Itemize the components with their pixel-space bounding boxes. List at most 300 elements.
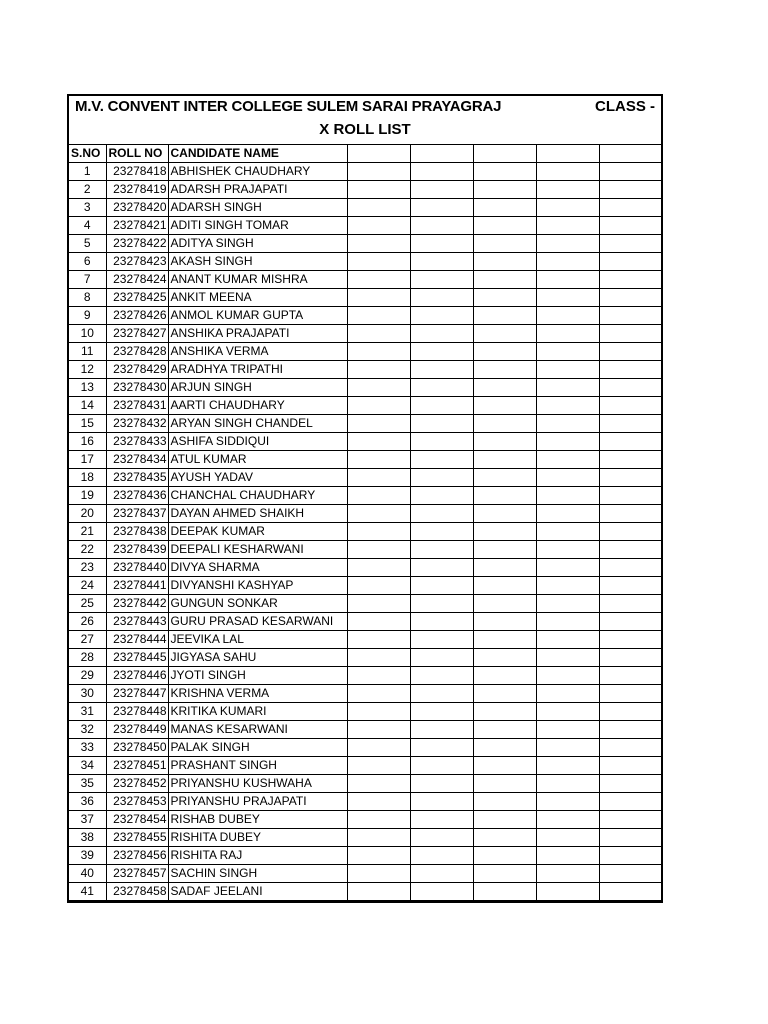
- blank-cell: [473, 253, 536, 271]
- roll-no-cell: 23278452: [106, 775, 168, 793]
- blank-cell: [473, 595, 536, 613]
- candidate-name-cell: AKASH SINGH: [168, 253, 347, 271]
- blank-cell: [347, 523, 410, 541]
- table-row: [69, 829, 661, 847]
- column-header-blank: [473, 145, 536, 163]
- table-row: [69, 199, 661, 217]
- blank-cell: [599, 253, 661, 271]
- blank-cell: [599, 451, 661, 469]
- blank-cell: [536, 217, 599, 235]
- column-header-roll-no: ROLL NO: [106, 145, 168, 163]
- blank-cell: [599, 883, 661, 901]
- blank-cell: [599, 325, 661, 343]
- blank-cell: [473, 487, 536, 505]
- blank-cell: [410, 613, 473, 631]
- sno-cell: 21: [69, 523, 106, 541]
- blank-cell: [347, 271, 410, 289]
- table-row: [69, 433, 661, 451]
- table-row: [69, 703, 661, 721]
- sno-cell: 32: [69, 721, 106, 739]
- blank-cell: [473, 739, 536, 757]
- blank-cell: [410, 829, 473, 847]
- blank-cell: [410, 397, 473, 415]
- blank-cell: [536, 289, 599, 307]
- roll-no-cell: 23278425: [106, 289, 168, 307]
- blank-cell: [536, 505, 599, 523]
- sno-cell: 37: [69, 811, 106, 829]
- blank-cell: [473, 361, 536, 379]
- candidate-name-cell: ARYAN SINGH CHANDEL: [168, 415, 347, 433]
- candidate-name-cell: MANAS KESARWANI: [168, 721, 347, 739]
- blank-cell: [473, 451, 536, 469]
- blank-cell: [410, 685, 473, 703]
- blank-cell: [599, 397, 661, 415]
- candidate-name-cell: ARADHYA TRIPATHI: [168, 361, 347, 379]
- blank-cell: [473, 703, 536, 721]
- blank-cell: [473, 163, 536, 181]
- roll-no-cell: 23278440: [106, 559, 168, 577]
- blank-cell: [410, 325, 473, 343]
- blank-cell: [410, 505, 473, 523]
- blank-cell: [347, 415, 410, 433]
- roll-no-cell: 23278439: [106, 541, 168, 559]
- candidate-name-cell: ANSHIKA VERMA: [168, 343, 347, 361]
- blank-cell: [536, 757, 599, 775]
- blank-cell: [347, 451, 410, 469]
- candidate-name-cell: KRITIKA KUMARI: [168, 703, 347, 721]
- blank-cell: [473, 271, 536, 289]
- table-row: [69, 181, 661, 199]
- blank-cell: [536, 307, 599, 325]
- blank-cell: [347, 577, 410, 595]
- blank-cell: [599, 649, 661, 667]
- candidate-name-cell: ADITI SINGH TOMAR: [168, 217, 347, 235]
- blank-cell: [536, 721, 599, 739]
- candidate-name-cell: RISHITA RAJ: [168, 847, 347, 865]
- blank-cell: [473, 793, 536, 811]
- blank-cell: [536, 631, 599, 649]
- sno-cell: 8: [69, 289, 106, 307]
- table-row: [69, 487, 661, 505]
- blank-cell: [473, 685, 536, 703]
- blank-cell: [347, 253, 410, 271]
- table-row: [69, 253, 661, 271]
- table-row: [69, 325, 661, 343]
- candidate-name-cell: DIVYANSHI KASHYAP: [168, 577, 347, 595]
- blank-cell: [599, 865, 661, 883]
- blank-cell: [599, 289, 661, 307]
- blank-cell: [536, 829, 599, 847]
- candidate-name-cell: SADAF JEELANI: [168, 883, 347, 901]
- table-row: [69, 523, 661, 541]
- blank-cell: [410, 343, 473, 361]
- blank-cell: [473, 523, 536, 541]
- candidate-name-cell: ANKIT MEENA: [168, 289, 347, 307]
- sno-cell: 9: [69, 307, 106, 325]
- blank-cell: [410, 667, 473, 685]
- blank-cell: [347, 469, 410, 487]
- table-row: [69, 415, 661, 433]
- candidate-name-cell: ANMOL KUMAR GUPTA: [168, 307, 347, 325]
- blank-cell: [599, 523, 661, 541]
- blank-cell: [410, 415, 473, 433]
- blank-cell: [473, 469, 536, 487]
- candidate-name-cell: AYUSH YADAV: [168, 469, 347, 487]
- blank-cell: [473, 505, 536, 523]
- blank-cell: [410, 559, 473, 577]
- candidate-name-cell: ASHIFA SIDDIQUI: [168, 433, 347, 451]
- blank-cell: [347, 433, 410, 451]
- candidate-name-cell: AARTI CHAUDHARY: [168, 397, 347, 415]
- table-row: [69, 865, 661, 883]
- blank-cell: [536, 685, 599, 703]
- table-row: [69, 469, 661, 487]
- column-header-blank: [347, 145, 410, 163]
- column-header-sno: S.NO: [69, 145, 106, 163]
- candidate-name-cell: ANSHIKA PRAJAPATI: [168, 325, 347, 343]
- table-row: [69, 613, 661, 631]
- blank-cell: [347, 685, 410, 703]
- blank-cell: [410, 307, 473, 325]
- candidate-name-cell: ANANT KUMAR MISHRA: [168, 271, 347, 289]
- blank-cell: [347, 793, 410, 811]
- blank-cell: [536, 199, 599, 217]
- blank-cell: [599, 559, 661, 577]
- blank-cell: [410, 649, 473, 667]
- blank-cell: [536, 235, 599, 253]
- blank-cell: [410, 379, 473, 397]
- blank-cell: [347, 307, 410, 325]
- blank-cell: [473, 883, 536, 901]
- table-row: [69, 217, 661, 235]
- table-row: [69, 379, 661, 397]
- roll-no-cell: 23278448: [106, 703, 168, 721]
- column-header-blank: [410, 145, 473, 163]
- college-title: M.V. CONVENT INTER COLLEGE SULEM SARAI PRAYAGRAJ: [75, 98, 502, 115]
- blank-cell: [410, 361, 473, 379]
- blank-cell: [473, 181, 536, 199]
- candidate-name-cell: SACHIN SINGH: [168, 865, 347, 883]
- blank-cell: [347, 721, 410, 739]
- blank-cell: [473, 541, 536, 559]
- blank-cell: [347, 883, 410, 901]
- blank-cell: [536, 181, 599, 199]
- table-row: [69, 649, 661, 667]
- sno-cell: 6: [69, 253, 106, 271]
- blank-cell: [347, 181, 410, 199]
- roll-no-cell: 23278424: [106, 271, 168, 289]
- table-row: [69, 361, 661, 379]
- roll-list-sheet: [67, 94, 663, 903]
- blank-cell: [410, 775, 473, 793]
- blank-cell: [410, 199, 473, 217]
- blank-cell: [599, 415, 661, 433]
- blank-cell: [410, 253, 473, 271]
- blank-cell: [536, 847, 599, 865]
- candidate-name-cell: ADARSH PRAJAPATI: [168, 181, 347, 199]
- roll-no-cell: 23278450: [106, 739, 168, 757]
- sno-cell: 15: [69, 415, 106, 433]
- blank-cell: [347, 649, 410, 667]
- sno-cell: 14: [69, 397, 106, 415]
- blank-cell: [410, 703, 473, 721]
- blank-cell: [536, 649, 599, 667]
- blank-cell: [599, 793, 661, 811]
- blank-cell: [599, 343, 661, 361]
- candidate-name-cell: DEEPAK KUMAR: [168, 523, 347, 541]
- sno-cell: 11: [69, 343, 106, 361]
- blank-cell: [536, 523, 599, 541]
- blank-cell: [410, 811, 473, 829]
- blank-cell: [410, 271, 473, 289]
- candidate-name-cell: JIGYASA SAHU: [168, 649, 347, 667]
- blank-cell: [599, 217, 661, 235]
- blank-cell: [473, 433, 536, 451]
- blank-cell: [473, 829, 536, 847]
- candidate-name-cell: JYOTI SINGH: [168, 667, 347, 685]
- blank-cell: [410, 721, 473, 739]
- blank-cell: [347, 613, 410, 631]
- blank-cell: [347, 847, 410, 865]
- candidate-name-cell: PALAK SINGH: [168, 739, 347, 757]
- table-row: [69, 289, 661, 307]
- blank-cell: [599, 775, 661, 793]
- table-row: [69, 577, 661, 595]
- blank-cell: [599, 271, 661, 289]
- blank-cell: [473, 757, 536, 775]
- blank-cell: [410, 289, 473, 307]
- blank-cell: [599, 739, 661, 757]
- table-row: [69, 757, 661, 775]
- blank-cell: [599, 667, 661, 685]
- sno-cell: 30: [69, 685, 106, 703]
- blank-cell: [536, 739, 599, 757]
- blank-cell: [347, 667, 410, 685]
- sno-cell: 34: [69, 757, 106, 775]
- blank-cell: [536, 883, 599, 901]
- blank-cell: [410, 523, 473, 541]
- blank-cell: [536, 379, 599, 397]
- blank-cell: [410, 757, 473, 775]
- roll-no-cell: 23278418: [106, 163, 168, 181]
- blank-cell: [473, 667, 536, 685]
- blank-cell: [347, 595, 410, 613]
- sno-cell: 3: [69, 199, 106, 217]
- roll-no-cell: 23278447: [106, 685, 168, 703]
- sno-cell: 33: [69, 739, 106, 757]
- blank-cell: [536, 793, 599, 811]
- sno-cell: 29: [69, 667, 106, 685]
- roll-no-cell: 23278433: [106, 433, 168, 451]
- blank-cell: [536, 397, 599, 415]
- blank-cell: [410, 433, 473, 451]
- blank-cell: [473, 415, 536, 433]
- roll-no-cell: 23278421: [106, 217, 168, 235]
- blank-cell: [599, 487, 661, 505]
- blank-cell: [473, 235, 536, 253]
- blank-cell: [599, 379, 661, 397]
- table-row: [69, 631, 661, 649]
- roll-no-cell: 23278457: [106, 865, 168, 883]
- blank-cell: [536, 253, 599, 271]
- sno-cell: 16: [69, 433, 106, 451]
- blank-cell: [473, 811, 536, 829]
- blank-cell: [410, 595, 473, 613]
- sno-cell: 41: [69, 883, 106, 901]
- blank-cell: [410, 577, 473, 595]
- blank-cell: [536, 595, 599, 613]
- blank-cell: [473, 649, 536, 667]
- roll-no-cell: 23278437: [106, 505, 168, 523]
- candidate-name-cell: GURU PRASAD KESARWANI: [168, 613, 347, 631]
- blank-cell: [599, 847, 661, 865]
- blank-cell: [599, 469, 661, 487]
- sno-cell: 27: [69, 631, 106, 649]
- table-row: [69, 451, 661, 469]
- blank-cell: [599, 703, 661, 721]
- table-row: [69, 271, 661, 289]
- blank-cell: [599, 685, 661, 703]
- roll-no-cell: 23278435: [106, 469, 168, 487]
- table-row: [69, 883, 661, 901]
- table-row: [69, 847, 661, 865]
- blank-cell: [536, 667, 599, 685]
- blank-cell: [410, 865, 473, 883]
- blank-cell: [599, 595, 661, 613]
- table-row: [69, 505, 661, 523]
- blank-cell: [599, 361, 661, 379]
- blank-cell: [410, 487, 473, 505]
- blank-cell: [410, 847, 473, 865]
- blank-cell: [410, 631, 473, 649]
- sno-cell: 28: [69, 649, 106, 667]
- sno-cell: 26: [69, 613, 106, 631]
- candidate-name-cell: PRIYANSHU KUSHWAHA: [168, 775, 347, 793]
- candidate-name-cell: DEEPALI KESHARWANI: [168, 541, 347, 559]
- blank-cell: [347, 361, 410, 379]
- sno-cell: 36: [69, 793, 106, 811]
- blank-cell: [410, 739, 473, 757]
- roll-list-table: [69, 145, 661, 901]
- column-header-blank: [599, 145, 661, 163]
- blank-cell: [410, 469, 473, 487]
- class-label: CLASS -: [595, 98, 655, 115]
- table-row: [69, 739, 661, 757]
- blank-cell: [347, 379, 410, 397]
- blank-cell: [347, 343, 410, 361]
- blank-cell: [536, 775, 599, 793]
- blank-cell: [347, 757, 410, 775]
- sno-cell: 13: [69, 379, 106, 397]
- blank-cell: [599, 163, 661, 181]
- sno-cell: 25: [69, 595, 106, 613]
- sheet-header: [69, 96, 661, 145]
- sno-cell: 2: [69, 181, 106, 199]
- sno-cell: 23: [69, 559, 106, 577]
- blank-cell: [347, 559, 410, 577]
- blank-cell: [599, 235, 661, 253]
- blank-cell: [473, 775, 536, 793]
- candidate-name-cell: ATUL KUMAR: [168, 451, 347, 469]
- blank-cell: [473, 343, 536, 361]
- table-row: [69, 343, 661, 361]
- blank-cell: [599, 181, 661, 199]
- sno-cell: 4: [69, 217, 106, 235]
- roll-no-cell: 23278431: [106, 397, 168, 415]
- blank-cell: [599, 433, 661, 451]
- sno-cell: 18: [69, 469, 106, 487]
- table-row: [69, 811, 661, 829]
- blank-cell: [473, 379, 536, 397]
- blank-cell: [410, 163, 473, 181]
- blank-cell: [473, 613, 536, 631]
- candidate-name-cell: JEEVIKA LAL: [168, 631, 347, 649]
- blank-cell: [347, 325, 410, 343]
- blank-cell: [347, 811, 410, 829]
- candidate-name-cell: ABHISHEK CHAUDHARY: [168, 163, 347, 181]
- candidate-name-cell: GUNGUN SONKAR: [168, 595, 347, 613]
- roll-no-cell: 23278432: [106, 415, 168, 433]
- table-row: [69, 667, 661, 685]
- blank-cell: [473, 397, 536, 415]
- table-row: [69, 721, 661, 739]
- blank-cell: [473, 217, 536, 235]
- roll-no-cell: 23278442: [106, 595, 168, 613]
- blank-cell: [410, 793, 473, 811]
- table-row: [69, 235, 661, 253]
- roll-no-cell: 23278422: [106, 235, 168, 253]
- roll-no-cell: 23278456: [106, 847, 168, 865]
- table-row: [69, 163, 661, 181]
- blank-cell: [536, 559, 599, 577]
- candidate-name-cell: RISHITA DUBEY: [168, 829, 347, 847]
- candidate-name-cell: ADARSH SINGH: [168, 199, 347, 217]
- blank-cell: [347, 829, 410, 847]
- roll-list-subtitle: X ROLL LIST: [319, 121, 411, 138]
- column-header-candidate-name: CANDIDATE NAME: [168, 145, 347, 163]
- roll-no-cell: 23278438: [106, 523, 168, 541]
- roll-no-cell: 23278454: [106, 811, 168, 829]
- candidate-name-cell: DAYAN AHMED SHAIKH: [168, 505, 347, 523]
- blank-cell: [473, 289, 536, 307]
- blank-cell: [599, 829, 661, 847]
- blank-cell: [347, 163, 410, 181]
- table-row: [69, 775, 661, 793]
- roll-no-cell: 23278429: [106, 361, 168, 379]
- blank-cell: [347, 703, 410, 721]
- blank-cell: [599, 631, 661, 649]
- blank-cell: [473, 721, 536, 739]
- roll-no-cell: 23278443: [106, 613, 168, 631]
- blank-cell: [536, 811, 599, 829]
- roll-no-cell: 23278444: [106, 631, 168, 649]
- table-header-row: [69, 145, 661, 163]
- blank-cell: [410, 541, 473, 559]
- roll-no-cell: 23278446: [106, 667, 168, 685]
- blank-cell: [536, 271, 599, 289]
- sno-cell: 7: [69, 271, 106, 289]
- blank-cell: [536, 577, 599, 595]
- blank-cell: [599, 505, 661, 523]
- blank-cell: [536, 433, 599, 451]
- sno-cell: 31: [69, 703, 106, 721]
- sno-cell: 24: [69, 577, 106, 595]
- column-header-blank: [536, 145, 599, 163]
- blank-cell: [536, 865, 599, 883]
- blank-cell: [347, 235, 410, 253]
- blank-cell: [473, 865, 536, 883]
- blank-cell: [536, 541, 599, 559]
